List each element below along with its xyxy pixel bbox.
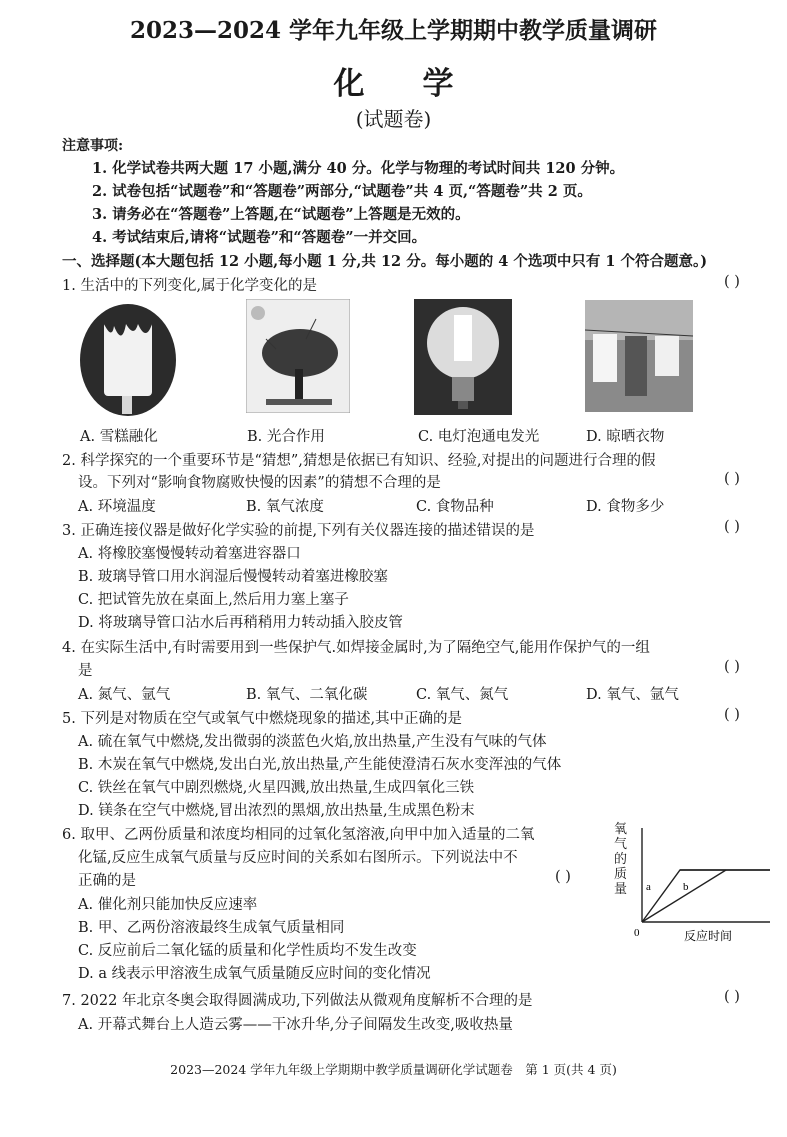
drying-clothes-image [585,300,693,412]
photosynthesis-tree-image [246,299,350,413]
q6-option-a: A. 催化剂只能加快反应速率 [78,897,258,913]
q5-option-a: A. 硫在氧气中燃烧,发出微弱的淡蓝色火焰,放出热量,产生没有气味的气体 [78,734,547,750]
q3-option-a: A. 将橡胶塞慢慢转动着塞进容器口 [78,546,301,562]
exam-title: 2023—2024 学年九年级上学期期中教学质量调研 [129,17,658,44]
question-6-line1: 6. 取甲、乙两份质量和浓度均相同的过氧化氢溶液,向甲中加入适量的二氧 [62,827,535,843]
question-2-line2: 设。下列对“影响食物腐败快慢的因素”的猜想不合理的是 [78,475,441,491]
question-3-stem: 3. 正确连接仪器是做好化学实验的前提,下列有关仪器连接的描述错误的是 [62,523,535,539]
y-axis-label: 氧气的质量 [614,822,628,897]
question-6-line2: 化锰,反应生成氧气质量与反应时间的关系如右图所示。下列说法中不 [78,850,518,866]
answer-paren: ( ) [555,869,571,885]
q4-option-c: C. 氧气、氮气 [416,687,509,703]
q4-option-b: B. 氧气、二氧化碳 [246,687,368,703]
note-item: 3. 请务必在“答题卷”上答题,在“试题卷”上答题是无效的。 [92,206,470,223]
q2-option-a: A. 环境温度 [78,499,156,515]
note-item: 2. 试卷包括“试题卷”和“答题卷”两部分,“试题卷”共 4 页,“答题卷”共 2 页。 [92,183,592,200]
line-b-label: b [683,881,689,893]
q1-option-a: A. 雪糕融化 [80,429,158,445]
q1-option-d: D. 晾晒衣物 [586,429,665,445]
page-footer: 2023—2024 学年九年级上学期期中教学质量调研化学试题卷 第 1 页(共 4 页) [170,1062,617,1077]
q7-option-a: A. 开幕式舞台上人造云雾——干冰升华,分子间隔发生改变,吸收热量 [78,1017,513,1033]
answer-paren: ( ) [724,989,740,1005]
q6-option-b: B. 甲、乙两份溶液最终生成氧气质量相同 [78,920,345,936]
oxygen-mass-graph [610,818,775,948]
popsicle-melting-image [78,300,178,418]
question-2-line1: 2. 科学探究的一个重要环节是“猜想”,猜想是依据已有知识、经验,对提出的问题进行合理的假 [62,453,656,469]
subject-title: 化学 [333,66,512,102]
line-a-label: a [646,881,651,893]
answer-paren: ( ) [724,659,740,675]
q3-option-b: B. 玻璃导管口用水润湿后慢慢转动着塞进橡胶塞 [78,569,388,585]
answer-paren: ( ) [724,274,740,290]
notes-heading: 注意事项: [62,138,124,154]
q2-option-b: B. 氧气浓度 [246,499,324,515]
question-7-stem: 7. 2022 年北京冬奥会取得圆满成功,下列做法从微观角度解析不合理的是 [62,993,533,1009]
q2-option-c: C. 食物品种 [416,499,494,515]
q3-option-d: D. 将玻璃导管口沾水后再稍稍用力转动插入胶皮管 [78,615,403,631]
paper-type: (试题卷) [355,107,432,131]
answer-paren: ( ) [724,519,740,535]
question-5-stem: 5. 下列是对物质在空气或氧气中燃烧现象的描述,其中正确的是 [62,711,463,727]
origin-label: 0 [634,927,640,939]
question-1-stem: 1. 生活中的下列变化,属于化学变化的是 [62,278,318,294]
note-item: 1. 化学试卷共两大题 17 小题,满分 40 分。化学与物理的考试时间共 120 分钟。 [92,160,625,177]
section-heading: 一、选择题(本大题包括 12 小题,每小题 1 分,共 12 分。每小题的 4 个选项中只有 1 个符合题意。) [62,253,708,270]
q4-option-d: D. 氧气、氩气 [586,687,679,703]
q5-option-d: D. 镁条在空气中燃烧,冒出浓烈的黑烟,放出热量,生成黑色粉末 [78,803,475,819]
q5-option-b: B. 木炭在氧气中燃烧,发出白光,放出热量,产生能使澄清石灰水变浑浊的气体 [78,757,562,773]
answer-paren: ( ) [724,471,740,487]
q5-option-c: C. 铁丝在氧气中剧烈燃烧,火星四溅,放出热量,生成四氧化三铁 [78,780,475,796]
q6-option-c: C. 反应前后二氧化锰的质量和化学性质均不发生改变 [78,943,417,959]
line-b [642,870,726,922]
answer-paren: ( ) [724,707,740,723]
q1-option-b: B. 光合作用 [247,429,325,445]
question-6-line3: 正确的是 [78,873,136,889]
q2-option-d: D. 食物多少 [586,499,665,515]
question-4-line2: 是 [78,663,93,679]
note-item: 4. 考试结束后,请将“试题卷”和“答题卷”一并交回。 [92,229,427,246]
light-bulb-image [414,299,512,415]
q3-option-c: C. 把试管先放在桌面上,然后用力塞上塞子 [78,592,349,608]
q1-option-c: C. 电灯泡通电发光 [418,429,540,445]
q4-option-a: A. 氮气、氩气 [78,687,171,703]
line-a [642,870,770,922]
q6-option-d: D. a 线表示甲溶液生成氧气质量随反应时间的变化情况 [78,966,431,982]
x-axis-label: 反应时间 [684,929,733,943]
question-4-line1: 4. 在实际生活中,有时需要用到一些保护气.如焊接金属时,为了隔绝空气,能用作保护气的一组 [62,640,650,656]
